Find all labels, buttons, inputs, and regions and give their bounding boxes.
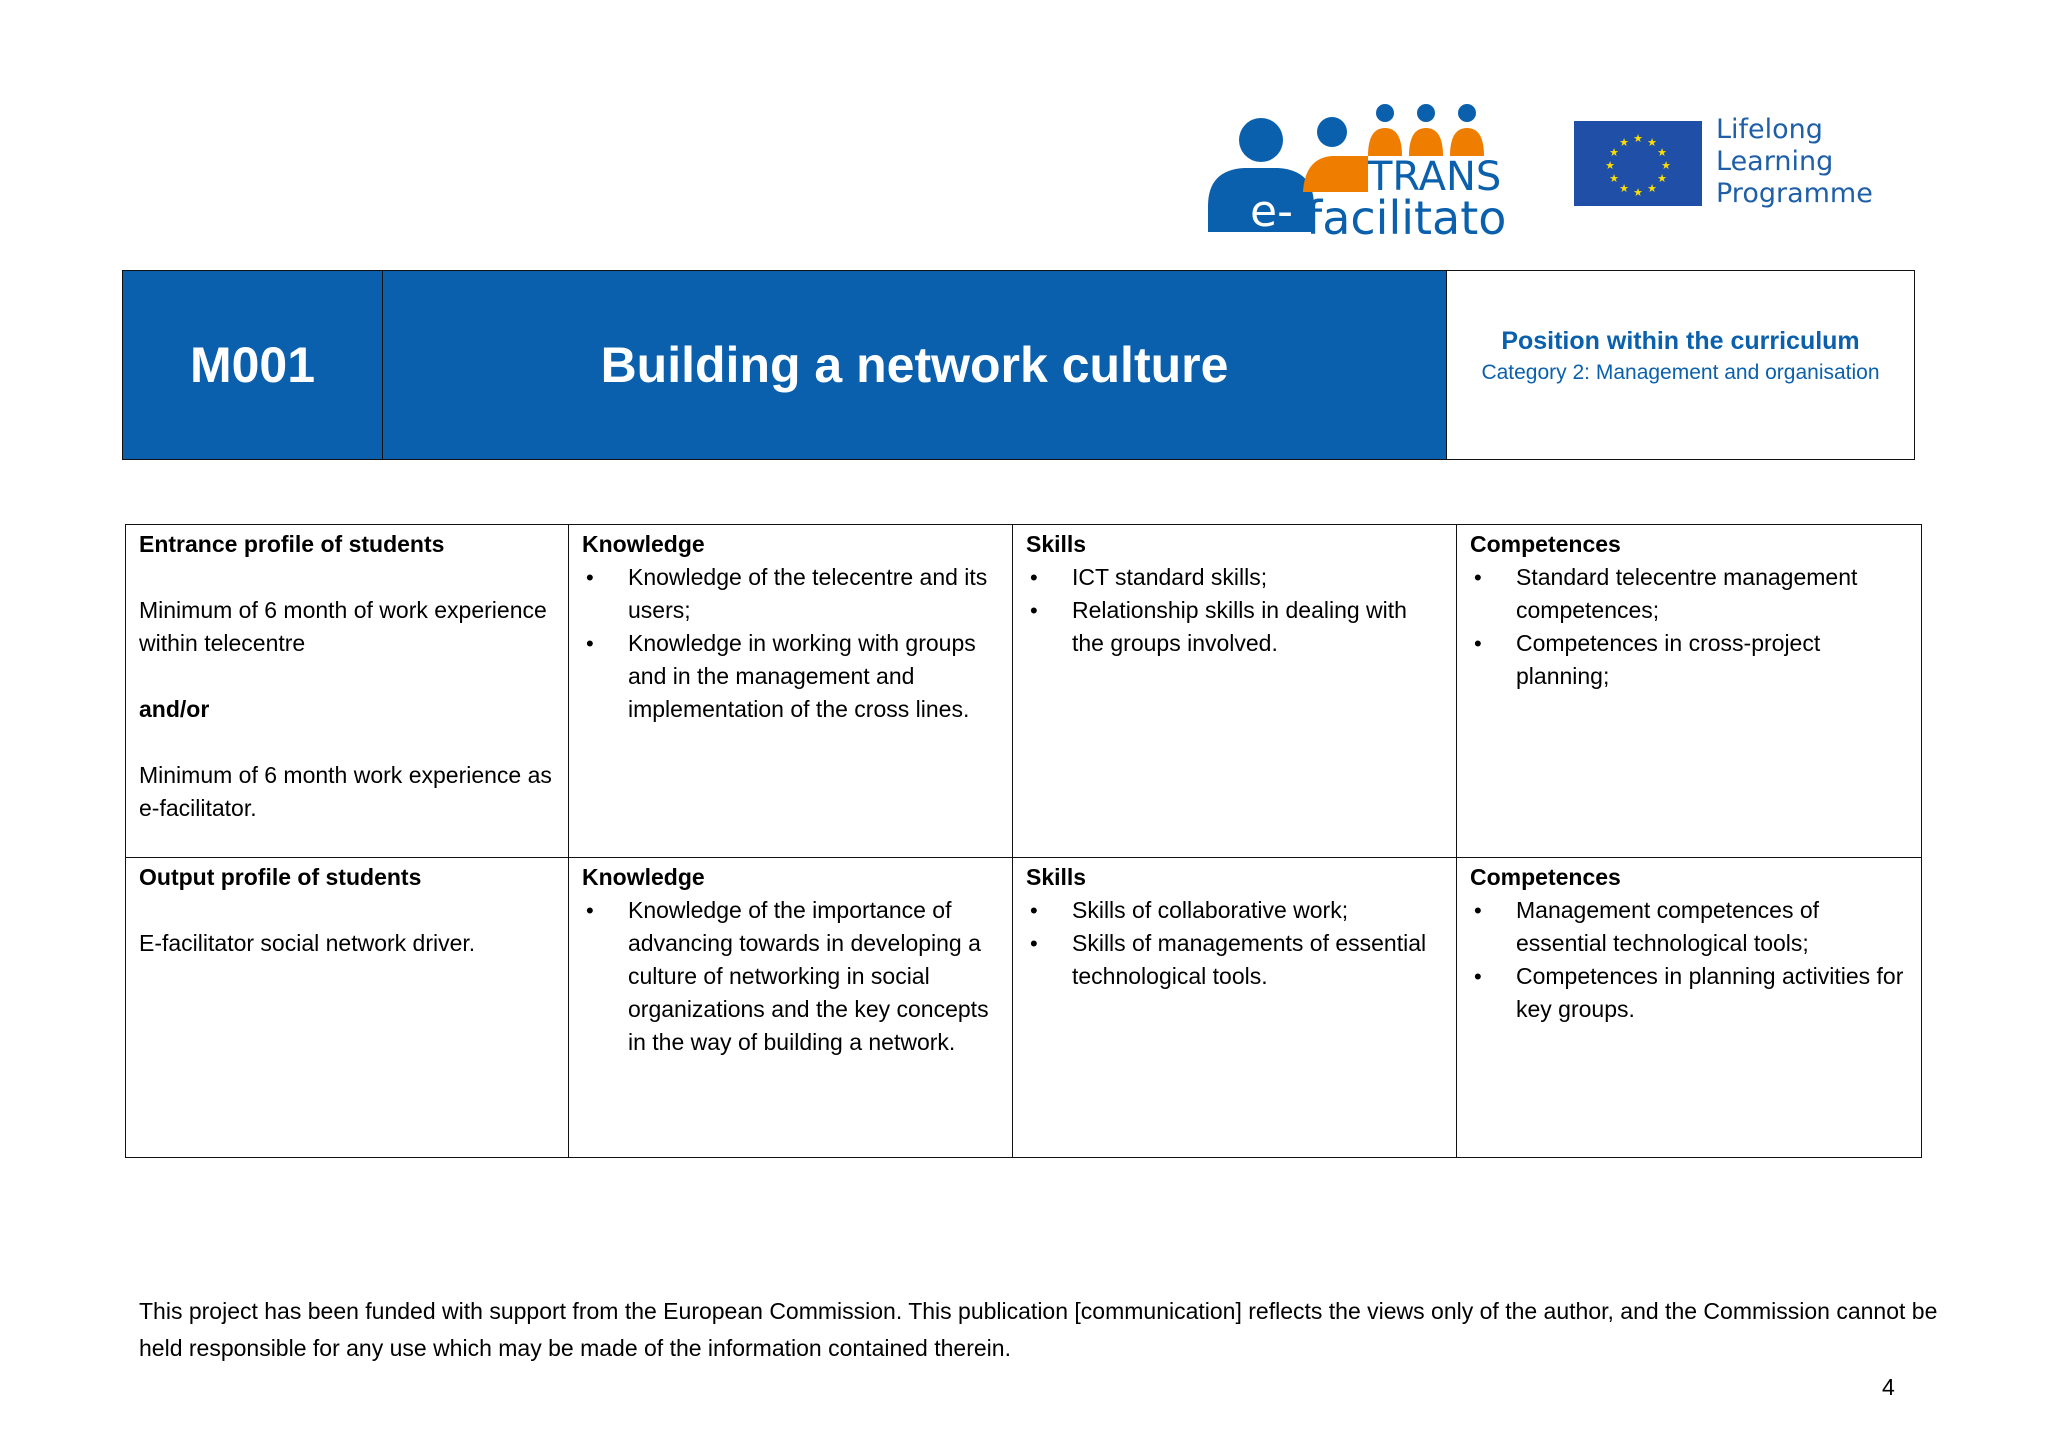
llp-logo-text [1716,114,1873,210]
entrance-knowledge-list [582,561,1000,726]
logo-e-text: e- [1250,186,1293,237]
list-item: • Knowledge of the telecentre and its users; [582,561,1000,627]
svg-text:★: ★ [1647,182,1657,195]
entrance-profile-row [126,525,1922,858]
output-knowledge-cell [569,858,1013,1158]
entrance-skills-cell [1013,525,1457,858]
entrance-knowledge-heading: Knowledge [582,531,705,557]
entrance-skills-list [1026,561,1444,660]
output-skills-list [1026,894,1444,993]
eu-stars-icon [1574,121,1702,206]
svg-text:★: ★ [1619,136,1629,149]
module-title-band [122,270,1915,460]
list-item: • Knowledge of the importance of advancing towards in developing a culture of networking in social organizations and the key concepts in the way of building a network. [582,894,1000,1059]
position-title: Position within the curriculum [1501,327,1860,355]
output-profile-row [126,858,1922,1158]
output-skills-heading: Skills [1026,864,1087,890]
list-item: • Competences in cross-project planning; [1470,627,1909,693]
output-profile-heading: Output profile of students [139,864,422,890]
list-item: • Management competences of essential technological tools; [1470,894,1909,960]
entrance-profile-cell [126,525,569,858]
svg-text:★: ★ [1657,172,1667,185]
list-item: • Skills of managements of essential technological tools. [1026,927,1444,993]
svg-text:★: ★ [1609,146,1619,159]
eu-flag-icon [1574,121,1702,206]
curriculum-position [1447,271,1914,459]
svg-text:★: ★ [1657,146,1667,159]
output-knowledge-list [582,894,1000,1059]
llp-line-1: Lifelong [1716,114,1823,145]
output-skills-cell [1013,858,1457,1158]
svg-text:★: ★ [1605,159,1615,172]
svg-text:★: ★ [1633,186,1643,199]
entrance-profile-text-2: Minimum of 6 month work experience as e-facilitator. [139,762,552,821]
output-profile-text: E-facilitator social network driver. [139,930,476,956]
svg-text:★: ★ [1619,182,1629,195]
entrance-competences-heading: Competences [1470,531,1621,557]
list-item: • Skills of collaborative work; [1026,894,1444,927]
output-competences-list [1470,894,1909,1026]
list-item: • Knowledge in working with groups and in the management and implementation of the cross lines. [582,627,1000,726]
e-facilitator-trans-logo [1208,100,1504,240]
position-category: Category 2: Management and organisation [1481,361,1880,384]
entrance-profile-heading: Entrance profile of students [139,531,445,557]
module-title: Building a network culture [383,271,1447,459]
funding-disclaimer: This project has been funded with support from the European Commission. This publication [communication] reflects the views only of the author, and the Commission cannot be held responsible for any use which may be made of the information contained therein. [139,1298,1938,1361]
svg-text:★: ★ [1647,136,1657,149]
output-profile-cell [126,858,569,1158]
svg-text:★: ★ [1609,172,1619,185]
entrance-competences-list [1470,561,1909,693]
lifelong-learning-programme-logo [1574,112,1884,212]
entrance-profile-connector: and/or [139,696,210,722]
entrance-competences-cell [1457,525,1922,858]
module-code: M001 [123,271,383,459]
llp-line-2: Learning [1716,146,1834,177]
output-competences-cell [1457,858,1922,1158]
list-item: • Standard telecentre management competences; [1470,561,1909,627]
llp-line-3: Programme [1716,178,1873,209]
logo-facilitator-text: facilitator [1306,191,1504,240]
svg-text:★: ★ [1661,159,1671,172]
svg-text:★: ★ [1633,132,1643,145]
output-knowledge-heading: Knowledge [582,864,705,890]
profile-table [125,524,1922,1158]
entrance-profile-text-1: Minimum of 6 month of work experience within telecentre [139,597,547,656]
output-competences-heading: Competences [1470,864,1621,890]
entrance-skills-heading: Skills [1026,531,1087,557]
list-item: • Relationship skills in dealing with the groups involved. [1026,594,1444,660]
entrance-knowledge-cell [569,525,1013,858]
list-item: • Competences in planning activities for key groups. [1470,960,1909,1026]
logo-trans-text: TRANS [1368,154,1502,200]
list-item: • ICT standard skills; [1026,561,1444,594]
page-number: 4 [1882,1374,1895,1400]
people-logo-icon [1208,100,1504,240]
